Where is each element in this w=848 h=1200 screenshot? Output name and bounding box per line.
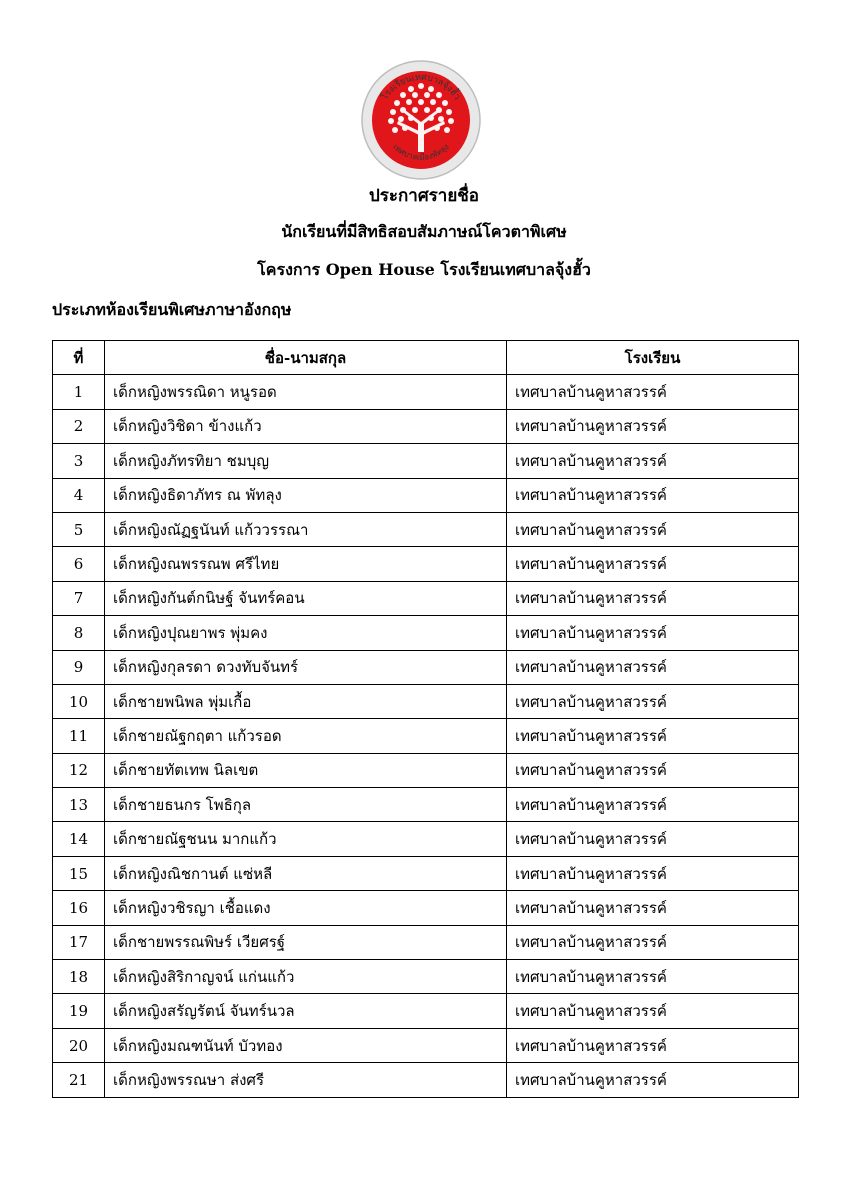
row-number: 17 (53, 925, 105, 959)
row-number: 16 (53, 891, 105, 925)
row-number: 20 (53, 1028, 105, 1062)
student-name: เด็กหญิงภัทรทิยา ชมบุญ (105, 444, 507, 478)
header-name: ชื่อ-นามสกุล (105, 341, 507, 375)
header-school: โรงเรียน (507, 341, 799, 375)
row-number: 13 (53, 788, 105, 822)
row-number: 7 (53, 581, 105, 615)
table-row (53, 444, 799, 478)
school-name: เทศบาลบ้านคูหาสวรรค์ (507, 616, 799, 650)
table-row (53, 375, 799, 409)
row-number: 14 (53, 822, 105, 856)
school-name: เทศบาลบ้านคูหาสวรรค์ (507, 684, 799, 718)
row-number: 18 (53, 960, 105, 994)
school-name: เทศบาลบ้านคูหาสวรรค์ (507, 1028, 799, 1062)
student-name: เด็กหญิงปุณยาพร พุ่มคง (105, 616, 507, 650)
row-number: 6 (53, 547, 105, 581)
student-name: เด็กหญิงวชิรญา เชื้อแดง (105, 891, 507, 925)
logo-bottom-text: เทศบาลเมืองพัทลุง (391, 142, 451, 162)
table-row (53, 925, 799, 959)
logo-top-text: โรงเรียนเทศบาลจุ้งฮั้ว (380, 72, 462, 103)
student-name: เด็กชายทัตเทพ นิลเขต (105, 753, 507, 787)
school-name: เทศบาลบ้านคูหาสวรรค์ (507, 925, 799, 959)
school-name: เทศบาลบ้านคูหาสวรรค์ (507, 478, 799, 512)
school-name: เทศบาลบ้านคูหาสวรรค์ (507, 891, 799, 925)
school-name: เทศบาลบ้านคูหาสวรรค์ (507, 994, 799, 1028)
student-name: เด็กชายธนกร โพธิกุล (105, 788, 507, 822)
school-name: เทศบาลบ้านคูหาสวรรค์ (507, 753, 799, 787)
student-name: เด็กหญิงสรัญรัตน์ จันทร์นวล (105, 994, 507, 1028)
announcement-title: ประกาศรายชื่อ (368, 186, 480, 206)
row-number: 9 (53, 650, 105, 684)
table-row (53, 409, 799, 443)
student-name: เด็กหญิงณพรรณพ ศรีไทย (105, 547, 507, 581)
student-table (52, 340, 799, 1098)
table-row (53, 616, 799, 650)
header-no: ที่ (53, 341, 105, 375)
row-number: 19 (53, 994, 105, 1028)
row-number: 15 (53, 856, 105, 890)
student-name: เด็กชายณัฐกฤตา แก้วรอด (105, 719, 507, 753)
row-number: 3 (53, 444, 105, 478)
table-row (53, 547, 799, 581)
student-name: เด็กหญิงณิชกานต์ แซ่หลี (105, 856, 507, 890)
table-row (53, 1028, 799, 1062)
category-heading: ประเภทห้องเรียนพิเศษภาษาอังกฤษ (52, 300, 292, 319)
school-name: เทศบาลบ้านคูหาสวรรค์ (507, 650, 799, 684)
student-name: เด็กหญิงธิดาภัทร ณ พัทลุง (105, 478, 507, 512)
row-number: 21 (53, 1063, 105, 1097)
table-row (53, 684, 799, 718)
student-name: เด็กชายพนิพล พุ่มเกื้อ (105, 684, 507, 718)
school-name: เทศบาลบ้านคูหาสวรรค์ (507, 788, 799, 822)
table-row (53, 822, 799, 856)
school-name: เทศบาลบ้านคูหาสวรรค์ (507, 581, 799, 615)
row-number: 2 (53, 409, 105, 443)
table-row (53, 891, 799, 925)
project-title: โครงการ Open House โรงเรียนเทศบาลจุ้งฮั้ว (257, 260, 591, 279)
student-name: เด็กหญิงกุลรดา ดวงทับจันทร์ (105, 650, 507, 684)
table-header-row (53, 341, 799, 375)
school-name: เทศบาลบ้านคูหาสวรรค์ (507, 409, 799, 443)
row-number: 11 (53, 719, 105, 753)
table-row (53, 994, 799, 1028)
table-row (53, 512, 799, 546)
school-name: เทศบาลบ้านคูหาสวรรค์ (507, 1063, 799, 1097)
school-name: เทศบาลบ้านคูหาสวรรค์ (507, 719, 799, 753)
row-number: 5 (53, 512, 105, 546)
student-name: เด็กหญิงกันต์กนิษฐ์ จันทร์คอน (105, 581, 507, 615)
table-row (53, 856, 799, 890)
table-row (53, 960, 799, 994)
row-number: 4 (53, 478, 105, 512)
school-name: เทศบาลบ้านคูหาสวรรค์ (507, 547, 799, 581)
table-row (53, 753, 799, 787)
table-row (53, 650, 799, 684)
student-name: เด็กหญิงณัฏฐนันท์ แก้ววรรณา (105, 512, 507, 546)
row-number: 10 (53, 684, 105, 718)
student-name: เด็กหญิงมณฑนันท์ บัวทอง (105, 1028, 507, 1062)
school-name: เทศบาลบ้านคูหาสวรรค์ (507, 444, 799, 478)
student-name: เด็กหญิงสิริกาญจน์ แก่นแก้ว (105, 960, 507, 994)
student-name: เด็กหญิงวิชิดา ข้างแก้ว (105, 409, 507, 443)
student-name: เด็กหญิงพรรณษา ส่งศรี (105, 1063, 507, 1097)
table-row (53, 719, 799, 753)
school-name: เทศบาลบ้านคูหาสวรรค์ (507, 822, 799, 856)
school-name: เทศบาลบ้านคูหาสวรรค์ (507, 960, 799, 994)
student-name: เด็กชายพรรณพิษร์ เวียศรฐ์ (105, 925, 507, 959)
row-number: 1 (53, 375, 105, 409)
student-name: เด็กหญิงพรรณิดา หนูรอด (105, 375, 507, 409)
school-name: เทศบาลบ้านคูหาสวรรค์ (507, 512, 799, 546)
school-name: เทศบาลบ้านคูหาสวรรค์ (507, 375, 799, 409)
table-row (53, 788, 799, 822)
school-logo (361, 60, 481, 180)
school-name: เทศบาลบ้านคูหาสวรรค์ (507, 856, 799, 890)
table-row (53, 478, 799, 512)
announcement-subtitle: นักเรียนที่มีสิทธิสอบสัมภาษณ์โควตาพิเศษ (281, 222, 567, 241)
table-row (53, 581, 799, 615)
student-name: เด็กชายณัฐชนน มากแก้ว (105, 822, 507, 856)
row-number: 8 (53, 616, 105, 650)
table-row (53, 1063, 799, 1097)
row-number: 12 (53, 753, 105, 787)
